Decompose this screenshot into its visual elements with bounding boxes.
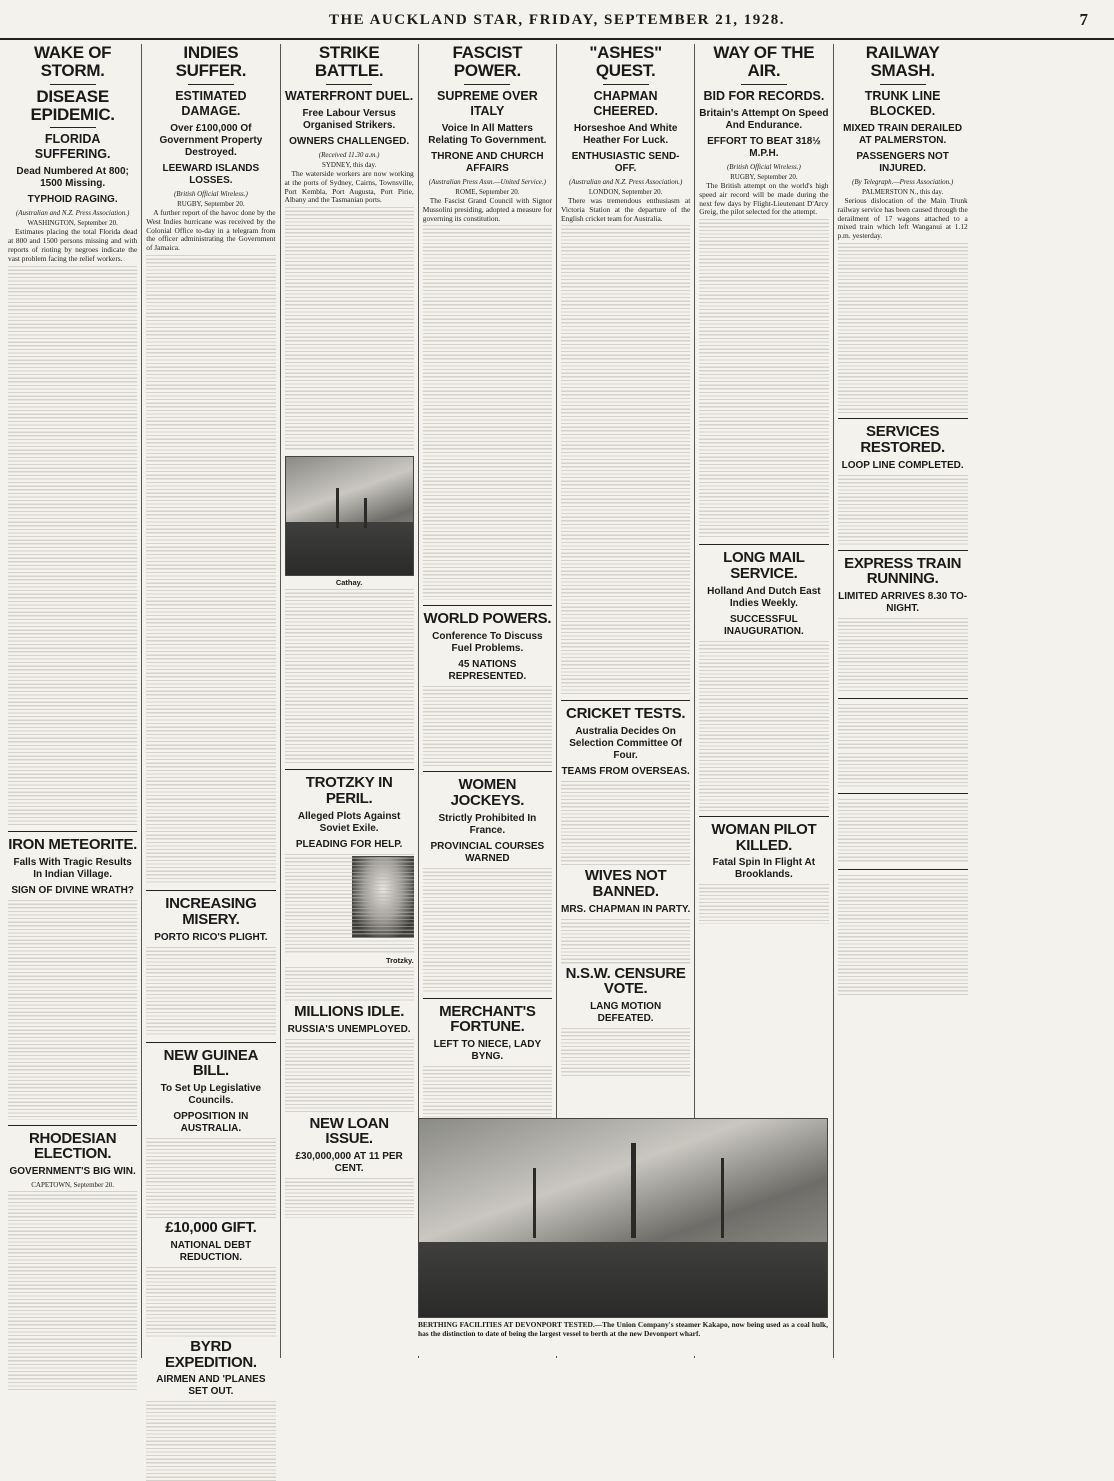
headline: LONG MAIL SERVICE. [723,549,805,583]
headline: FASCIST POWER. [452,43,523,80]
divider [326,84,372,85]
subheading: LEFT TO NIECE, LADY BYNG. [433,1039,542,1063]
body-text [838,243,968,413]
body-text [699,884,828,924]
headline: N.S.W. CENSURE VOTE. [565,964,686,998]
divider [146,1042,275,1043]
subheading: Britain's Attempt On Speed And Endurance. [699,107,829,131]
body-text [561,1028,690,1078]
divider [50,84,96,85]
dateline: RUGBY, September 20. [177,199,245,208]
column-2 [142,43,280,1398]
ship-photo [285,456,414,576]
credit-line: (British Official Wireless.) [726,162,801,171]
lead-paragraph: Serious dislocation of the Main Trunk railway service has been caused through the derailment of 17 wagons attached to a mixed train which left Wanganui at 1.12 p.m. yesterday. [837,195,968,241]
subheading: Conference To Discuss Fuel Problems. [432,631,543,655]
subheading: LANG MOTION DEFEATED. [590,1001,662,1025]
lead-paragraph: The British attempt on the world's high speed air record will be made during the next few days by Flight-Lieutenant D'Arcy Greig, the pilot selected for the attempt. [699,180,829,217]
subheading: PASSENGERS NOT INJURED. [856,150,949,174]
headline: WAKE OF STORM. [34,43,112,80]
ship-mast [364,498,367,528]
credit-line: (Australian and N.Z. Press Association.) [15,209,130,218]
dateline: ROME, September 20. [455,187,520,196]
credit-line: (By Telegraph.—Press Association.) [852,177,954,186]
divider [423,605,552,606]
body-text [838,753,968,788]
subheading: EFFORT TO BEAT 318½ M.P.H. [707,135,821,159]
body-text [285,967,414,1002]
subheading: Falls With Tragic Results In Indian Village. [13,856,132,880]
subheading: CHAPMAN CHEERED. [593,88,658,118]
dateline: CAPETOWN, September 20. [31,1181,114,1190]
headline: NEW GUINEA BILL. [163,1046,259,1080]
body-text [285,854,414,954]
body-text [8,900,137,1120]
body-text [838,475,968,545]
headline: WOMAN PILOT KILLED. [711,820,817,854]
subheading: RUSSIA'S UNEMPLOYED. [287,1023,411,1035]
lead-paragraph: A further report of the havoc done by the West Indies hurricane was received by the Colonial Office to-day in a telegram from the officer administrating the Government of Jamaica. [146,207,276,253]
page-number: 7 [1079,10,1088,29]
subheading: THRONE AND CHURCH AFFAIRS [431,150,544,174]
subheading: MRS. CHAPMAN IN PARTY. [561,903,691,915]
divider [423,771,552,772]
body-text [285,1178,414,1218]
subheading: PROVINCIAL COURSES WARNED [430,840,545,864]
credit-line: (Received 11.30 a.m.) [318,150,380,159]
body-text [8,266,137,826]
subheading: To Set Up Legislative Councils. [160,1083,262,1107]
harbour-photo-block [418,1118,828,1356]
body-text [146,1401,275,1481]
ship-hull [286,522,413,575]
photo-caption: BERTHING FACILITIES AT DEVONPORT TESTED.—The Union Company's steamer Kakapo, now being used as a coal hulk, has the distinction to date of being the largest vessel to berth at the new Devonport wharf. [418,1320,828,1338]
subheading: TRUNK LINE BLOCKED. [864,88,941,118]
headline: MILLIONS IDLE. [294,1002,405,1020]
dateline: RUGBY, September 20. [730,172,798,181]
subheading: Alleged Plots Against Soviet Exile. [297,810,401,834]
divider [880,84,926,85]
body-text [838,618,968,693]
headline: STRIKE BATTLE. [314,43,384,80]
subheading: Free Labour Versus Organised Strikers. [302,107,396,131]
body-text [146,255,275,885]
subheading: £30,000,000 AT 11 PER CENT. [295,1151,403,1175]
photo-caption: Cathay. [335,578,363,588]
harbour-photo [418,1118,828,1318]
headline: WORLD POWERS. [423,610,552,628]
subheading: SUCCESSFUL INAUGURATION. [723,613,804,637]
subheading: LOOP LINE COMPLETED. [841,459,964,471]
subheading: ESTIMATED DAMAGE. [175,88,247,118]
lead-paragraph: There was tremendous enthusiasm at Victoria Station at the departure of the English cricket team for Australia. [561,195,691,223]
divider [603,84,649,85]
subheading: TYPHOID RAGING. [27,194,118,206]
subheading: WATERFRONT DUEL. [285,88,414,103]
lead-paragraph: The waterside workers are now working at the ports of Sydney, Cairns, Townsville, Port Kembla, Port Augusta, Port Pirie, Albany and the Tasmanian ports. [284,168,414,205]
divider [8,831,137,832]
body-text [146,1138,275,1218]
headline: DISEASE EPIDEMIC. [30,86,115,124]
subheading: Over £100,000 Of Government Property Destroyed. [159,122,263,158]
headline: "ASHES" QUEST. [589,43,662,80]
body-text [838,704,968,749]
divider [838,550,968,551]
lead-paragraph: Estimates placing the total Florida dead at 800 and 1500 persons missing and with reports of rioting by negroes indicate the vast problem facing the relief workers. [8,227,138,264]
divider [188,84,234,85]
body-text [561,781,690,866]
headline: CRICKET TESTS. [566,705,686,723]
divider [8,1125,137,1126]
headline: RHODESIAN ELECTION. [28,1129,117,1163]
column-3 [281,44,419,1358]
body-text [699,219,828,539]
trotzky-story [285,854,414,965]
body-text [561,919,690,964]
divider [464,84,510,85]
headline: EXPRESS TRAIN RUNNING. [844,554,962,588]
portrait-caption: Trotzky. [385,955,414,965]
headline: IRON METEORITE. [8,835,138,853]
divider [741,84,787,85]
headline: SERVICES RESTORED. [860,423,945,456]
headline: NEW LOAN ISSUE. [309,1114,389,1148]
body-text [423,686,552,766]
divider [699,816,828,817]
divider [838,793,968,794]
dateline: WASHINGTON, September 20. [27,219,118,228]
subheading: Horseshoe And White Heather For Luck. [573,122,678,146]
headline: WIVES NOT BANNED. [584,867,667,900]
body-text [423,868,552,993]
body-text [561,225,690,695]
body-text [146,947,275,1037]
dateline: LONDON, September 20. [588,187,663,196]
subheading: MIXED TRAIN DERAILED AT PALMERSTON. [843,122,963,146]
subheading: TEAMS FROM OVERSEAS. [561,766,690,778]
credit-line: (British Official Wireless.) [173,189,248,198]
divider [838,698,968,699]
subheading: Dead Numbered At 800; 1500 Missing. [16,166,129,190]
headline: BYRD EXPEDITION. [165,1337,257,1371]
column-1 [4,44,142,1358]
crane [721,1158,724,1238]
subheading: SUPREME OVER ITALY [437,88,538,118]
divider [50,127,96,128]
headline: TROTZKY IN PERIL. [305,774,393,808]
body-text [285,589,414,764]
headline: RAILWAY SMASH. [865,43,940,80]
subheading: AIRMEN AND 'PLANES SET OUT. [156,1374,266,1398]
subheading: OWNERS CHALLENGED. [289,135,410,147]
divider [423,998,552,999]
dateline: PALMERSTON N., this day. [862,187,944,196]
body-text [146,1267,275,1337]
divider [699,544,828,545]
body-text [838,875,968,995]
body-text [423,225,552,600]
subheading: Australia Decides On Selection Committee Of Four. [569,726,683,762]
body-text [838,799,968,864]
divider [285,769,414,770]
headline: WAY OF THE AIR. [713,43,815,80]
subheading: PLEADING FOR HELP. [295,838,403,850]
subheading: Fatal Spin In Flight At Brooklands. [712,857,816,881]
divider [146,890,275,891]
body-text [285,207,414,452]
credit-line: (Australian and N.Z. Press Association.) [568,177,683,186]
headline: MERCHANT'S FORTUNE. [439,1002,536,1036]
subheading: Voice In All Matters Relating To Government. [428,122,547,146]
subheading: SIGN OF DIVINE WRATH? [11,884,134,896]
lead-paragraph: The Fascist Grand Council with Signor Mussolini presiding, adopted a measure for governing its constitution. [422,195,552,223]
subheading: LIMITED ARRIVES 8.30 TO-NIGHT. [838,591,968,615]
headline: INDIES SUFFER. [175,43,247,80]
subheading: Strictly Prohibited In France. [438,812,537,836]
headline: INCREASING MISERY. [165,895,257,928]
column-7 [834,44,972,1358]
subheading: ENTHUSIASTIC SEND-OFF. [571,150,680,174]
subheading: LEEWARD ISLANDS LOSSES. [162,162,260,186]
crane [533,1168,536,1238]
divider [838,418,968,419]
ship-mast [336,488,339,528]
divider [838,869,968,870]
credit-line: (Australian Press Assn.—United Service.) [428,177,546,186]
body-text [699,641,828,811]
body-text [8,1191,137,1391]
ship-funnel [631,1143,636,1238]
subheading: Holland And Dutch East Indies Weekly. [707,585,821,609]
subheading: NATIONAL DEBT REDUCTION. [170,1239,252,1263]
ship-hull [419,1242,827,1317]
subheading: GOVERNMENT'S BIG WIN. [9,1166,136,1178]
divider [561,700,690,701]
masthead [0,0,1114,40]
body-text [285,1039,414,1114]
subheading: 45 NATIONS REPRESENTED. [448,659,527,683]
headline: £10,000 GIFT. [165,1219,257,1237]
subheading: FLORIDA SUFFERING. [34,132,111,162]
dateline: SYDNEY, this day. [321,160,377,169]
subheading: BID FOR RECORDS. [703,88,825,103]
subheading: OPPOSITION IN AUSTRALIA. [173,1111,249,1135]
newspaper-title: THE AUCKLAND STAR, FRIDAY, SEPTEMBER 21, 1928. [328,12,785,28]
headline: WOMEN JOCKEYS. [450,776,525,809]
subheading: PORTO RICO'S PLIGHT. [154,931,268,943]
